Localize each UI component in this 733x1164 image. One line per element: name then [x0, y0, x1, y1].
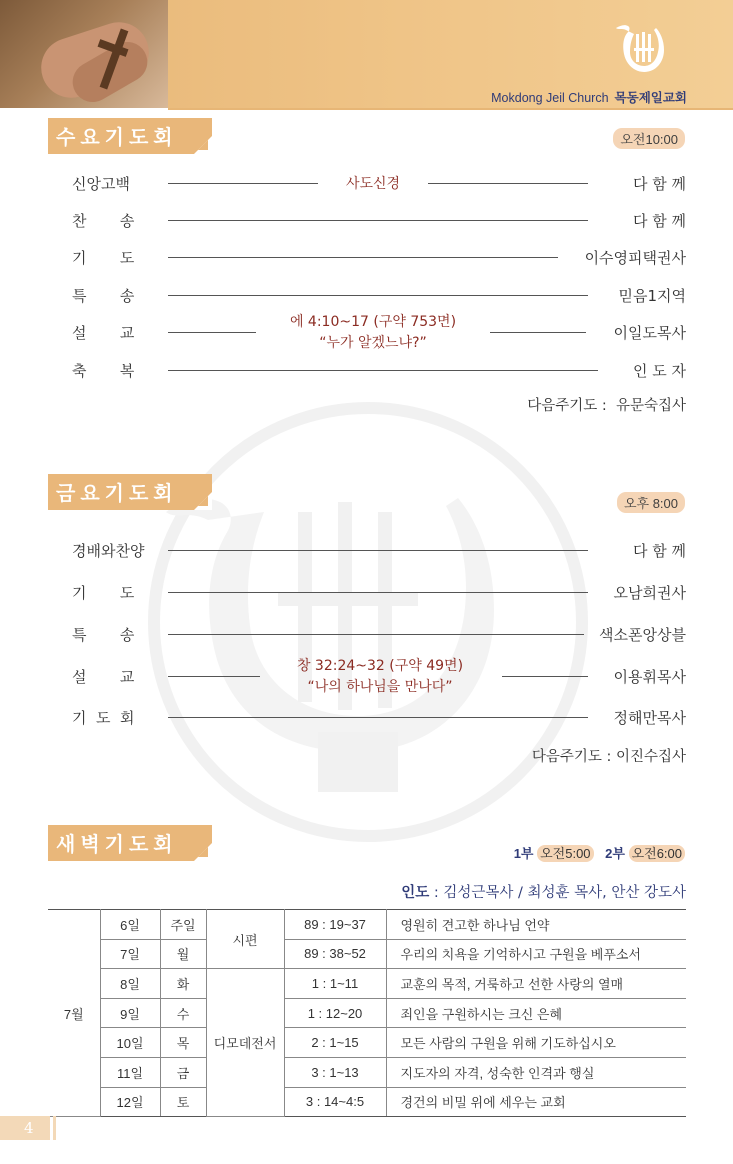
friday-title: 금요기도회 [56, 481, 178, 505]
weekday-cell: 목 [160, 1028, 206, 1058]
sermon-text [256, 312, 490, 354]
order-row [72, 705, 686, 729]
wednesday-section-header [48, 118, 212, 154]
table-row [48, 1087, 686, 1117]
weekday-cell: 화 [160, 969, 206, 999]
order-row [72, 622, 686, 646]
weekday-cell: 주일 [160, 910, 206, 940]
title-cell: 모든 사람의 구원을 위해 기도하십시오 [386, 1028, 686, 1058]
session1-time: 오전5:00 [537, 845, 593, 862]
order-row [72, 283, 686, 307]
next-week-prayer: 다음주기도 : 유문숙집사 [527, 398, 686, 414]
verse-cell: 1 : 12~20 [284, 998, 386, 1028]
table-row [48, 1057, 686, 1087]
sermon-passage: 에 4:10~17 (구약 753면) [289, 314, 457, 330]
verse-cell: 1 : 1~11 [284, 969, 386, 999]
order-label: 신앙고백 [72, 175, 130, 193]
praying-hands-photo [0, 0, 168, 108]
title-cell: 영원히 견고한 하나님 언약 [386, 910, 686, 940]
wednesday-time-badge: 오전10:00 [613, 128, 685, 149]
order-row [72, 208, 686, 232]
order-row [72, 171, 686, 195]
book-cell: 시편 [206, 910, 284, 969]
order-label: 찬 송 [72, 212, 135, 230]
order-row [72, 358, 686, 382]
church-name: Mokdong Jeil Church 목동제일교회 [491, 91, 687, 105]
order-right: 이용휘목사 [613, 668, 686, 686]
day-cell: 11일 [100, 1057, 160, 1087]
order-right: 정해만목사 [613, 709, 686, 727]
weekday-cell: 토 [160, 1087, 206, 1117]
order-right: 인 도 자 [632, 362, 686, 380]
order-right: 믿음1지역 [618, 287, 686, 305]
table-row [48, 910, 686, 940]
title-cell: 죄인을 구원하시는 크신 은혜 [386, 998, 686, 1028]
title-cell: 경건의 비밀 위에 세우는 교회 [386, 1087, 686, 1117]
order-label: 설 교 [72, 668, 135, 686]
session2-time: 오전6:00 [629, 845, 685, 862]
day-cell: 7일 [100, 939, 160, 969]
order-right: 이수영피택권사 [584, 249, 686, 267]
sermon-title: “누가 알겠느냐?” [319, 335, 427, 351]
weekday-cell: 월 [160, 939, 206, 969]
dawn-section-header [48, 825, 212, 861]
month-cell: 7월 [48, 910, 100, 1117]
day-cell: 12일 [100, 1087, 160, 1117]
wednesday-title: 수요기도회 [56, 125, 178, 149]
table-row [48, 1028, 686, 1058]
session2-label: 2부 [605, 846, 625, 861]
leader-label: 인도 [401, 885, 430, 901]
title-cell: 교훈의 목적, 거룩하고 선한 사랑의 열매 [386, 969, 686, 999]
order-right: 다 함 께 [632, 175, 686, 193]
order-label: 기 도 [72, 249, 135, 267]
order-label: 특 송 [72, 626, 135, 644]
sermon-title: “나의 하나님을 만나다” [307, 679, 453, 695]
order-label: 경배와찬양 [72, 542, 145, 560]
order-label: 설 교 [72, 324, 135, 342]
order-label: 특 송 [72, 287, 135, 305]
verse-cell: 2 : 1~15 [284, 1028, 386, 1058]
dawn-session-times [514, 843, 685, 862]
title-cell: 우리의 치욕을 기억하시고 구원을 베푸소서 [386, 939, 686, 969]
leader-names: 김성근목사 / 최성훈 목사, 안산 강도사 [443, 885, 686, 901]
dawn-schedule-table [48, 909, 686, 1117]
next-week-prayer: 다음주기도 : 이진수집사 [531, 749, 686, 765]
dawn-leader: 인도 : 김성근목사 / 최성훈 목사, 안산 강도사 [401, 885, 686, 901]
day-cell: 8일 [100, 969, 160, 999]
order-right: 이일도목사 [613, 324, 686, 342]
header-divider [168, 108, 733, 110]
weekday-cell: 수 [160, 998, 206, 1028]
verse-cell: 3 : 14~4:5 [284, 1087, 386, 1117]
table-row [48, 969, 686, 999]
order-label: 축 복 [72, 362, 135, 380]
day-cell: 6일 [100, 910, 160, 940]
dawn-title: 새벽기도회 [56, 832, 178, 856]
sermon-passage: 창 32:24~32 (구약 49면) [296, 658, 464, 674]
friday-section-header [48, 474, 212, 510]
order-label: 기 도 회 [72, 709, 135, 727]
verse-cell: 89 : 19~37 [284, 910, 386, 940]
order-label: 기 도 [72, 584, 135, 602]
sermon-text [262, 656, 498, 698]
order-right: 오남희권사 [613, 584, 686, 602]
friday-time-badge: 오후 8:00 [617, 492, 685, 513]
title-cell: 지도자의 자격, 성숙한 인격과 행실 [386, 1057, 686, 1087]
page-number: 4 [0, 1116, 50, 1140]
table-row [48, 939, 686, 969]
weekday-cell: 금 [160, 1057, 206, 1087]
order-middle: 사도신경 [345, 176, 401, 192]
church-logo-lyre-icon [612, 18, 672, 78]
table-row [48, 998, 686, 1028]
day-cell: 9일 [100, 998, 160, 1028]
order-right: 다 함 께 [632, 542, 686, 560]
order-row [72, 580, 686, 604]
day-cell: 10일 [100, 1028, 160, 1058]
book-cell: 디모데전서 [206, 969, 284, 1117]
order-right: 다 함 께 [632, 212, 686, 230]
session1-label: 1부 [513, 846, 534, 861]
verse-cell: 3 : 1~13 [284, 1057, 386, 1087]
order-right: 색소폰앙상블 [599, 626, 686, 644]
verse-cell: 89 : 38~52 [284, 939, 386, 969]
order-row [72, 538, 686, 562]
order-row [72, 245, 686, 269]
